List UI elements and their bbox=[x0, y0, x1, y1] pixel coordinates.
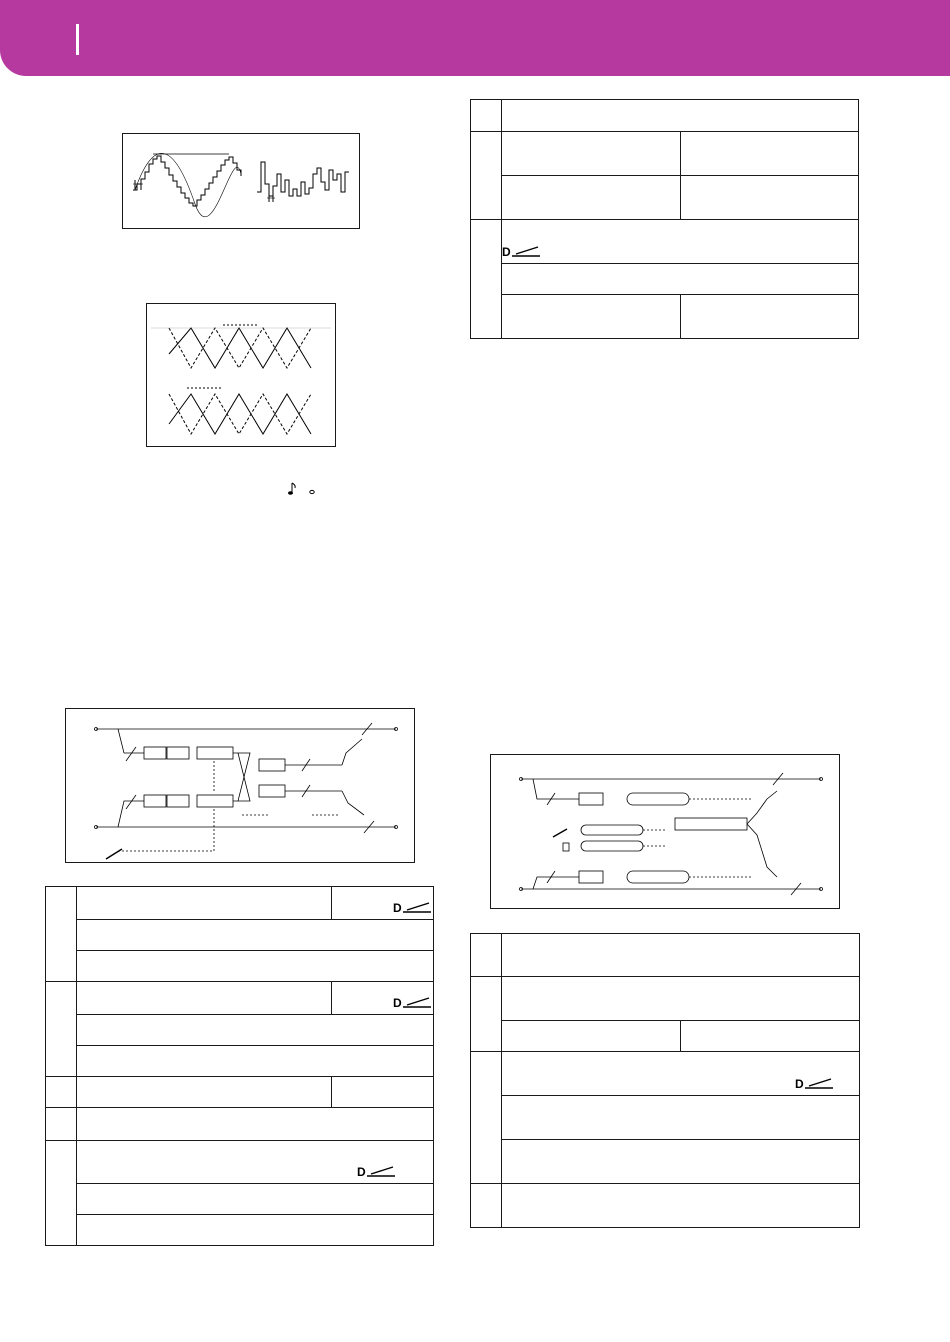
svg-text:D: D bbox=[795, 1077, 804, 1090]
signal-flow-diagram bbox=[66, 709, 414, 862]
table-cell bbox=[46, 982, 77, 1077]
svg-text:D: D bbox=[357, 1165, 366, 1178]
table-cell bbox=[46, 1108, 77, 1141]
table-cell bbox=[680, 176, 859, 220]
table-cell bbox=[77, 1077, 332, 1108]
dmod-icon bbox=[393, 995, 433, 1009]
param-table-3 bbox=[470, 933, 860, 1228]
table-cell bbox=[502, 1021, 681, 1052]
header-divider bbox=[76, 24, 79, 55]
table-cell bbox=[77, 1184, 434, 1215]
param-table-1 bbox=[470, 99, 859, 339]
table-cell bbox=[46, 1141, 77, 1246]
svg-text:D: D bbox=[393, 901, 402, 914]
table-cell bbox=[77, 1108, 434, 1141]
table-cell bbox=[502, 100, 859, 132]
page-header bbox=[0, 0, 950, 76]
table-cell bbox=[77, 982, 332, 1015]
table-cell bbox=[471, 100, 502, 132]
lfo-phase-figure bbox=[146, 303, 336, 447]
svg-text:D: D bbox=[502, 245, 511, 258]
waveform-figure bbox=[122, 133, 360, 229]
table-cell bbox=[471, 977, 502, 1052]
table-cell bbox=[471, 1184, 502, 1228]
table-cell bbox=[471, 934, 502, 977]
table-cell bbox=[502, 1140, 860, 1184]
table-cell bbox=[502, 176, 681, 220]
table-cell bbox=[502, 1184, 860, 1228]
table-cell bbox=[77, 1015, 434, 1046]
table-cell bbox=[680, 295, 859, 339]
block-diagram-right bbox=[490, 754, 840, 909]
table-cell bbox=[46, 887, 77, 982]
note-icon bbox=[288, 482, 318, 496]
table-cell bbox=[502, 934, 860, 977]
table-cell bbox=[502, 1052, 860, 1096]
table-cell bbox=[502, 1096, 860, 1140]
svg-text:D: D bbox=[393, 996, 402, 1009]
signal-flow-diagram bbox=[491, 755, 839, 908]
table-cell bbox=[77, 887, 332, 920]
table-cell bbox=[332, 887, 434, 920]
dmod-icon bbox=[795, 1076, 835, 1090]
dmod-icon bbox=[393, 900, 433, 914]
table-cell bbox=[680, 132, 859, 176]
table-cell bbox=[332, 1077, 434, 1108]
table-cell bbox=[502, 220, 859, 264]
table-cell bbox=[77, 951, 434, 982]
table-cell bbox=[332, 982, 434, 1015]
table-cell bbox=[77, 1141, 434, 1184]
dmod-icon bbox=[357, 1164, 397, 1178]
table-cell bbox=[77, 1215, 434, 1246]
waveform-diagram bbox=[123, 134, 359, 228]
table-cell bbox=[681, 1021, 860, 1052]
block-diagram-left bbox=[65, 708, 415, 863]
table-cell bbox=[77, 1046, 434, 1077]
table-cell bbox=[502, 977, 860, 1021]
table-cell bbox=[502, 295, 681, 339]
table-cell bbox=[471, 1052, 502, 1184]
table-cell bbox=[471, 220, 502, 339]
table-cell bbox=[502, 264, 859, 295]
lfo-phase-diagram bbox=[147, 304, 335, 446]
dmod-icon bbox=[502, 244, 542, 258]
table-cell bbox=[502, 132, 681, 176]
table-cell bbox=[77, 920, 434, 951]
table-cell bbox=[471, 132, 502, 220]
table-cell bbox=[46, 1077, 77, 1108]
param-table-2 bbox=[45, 886, 434, 1246]
